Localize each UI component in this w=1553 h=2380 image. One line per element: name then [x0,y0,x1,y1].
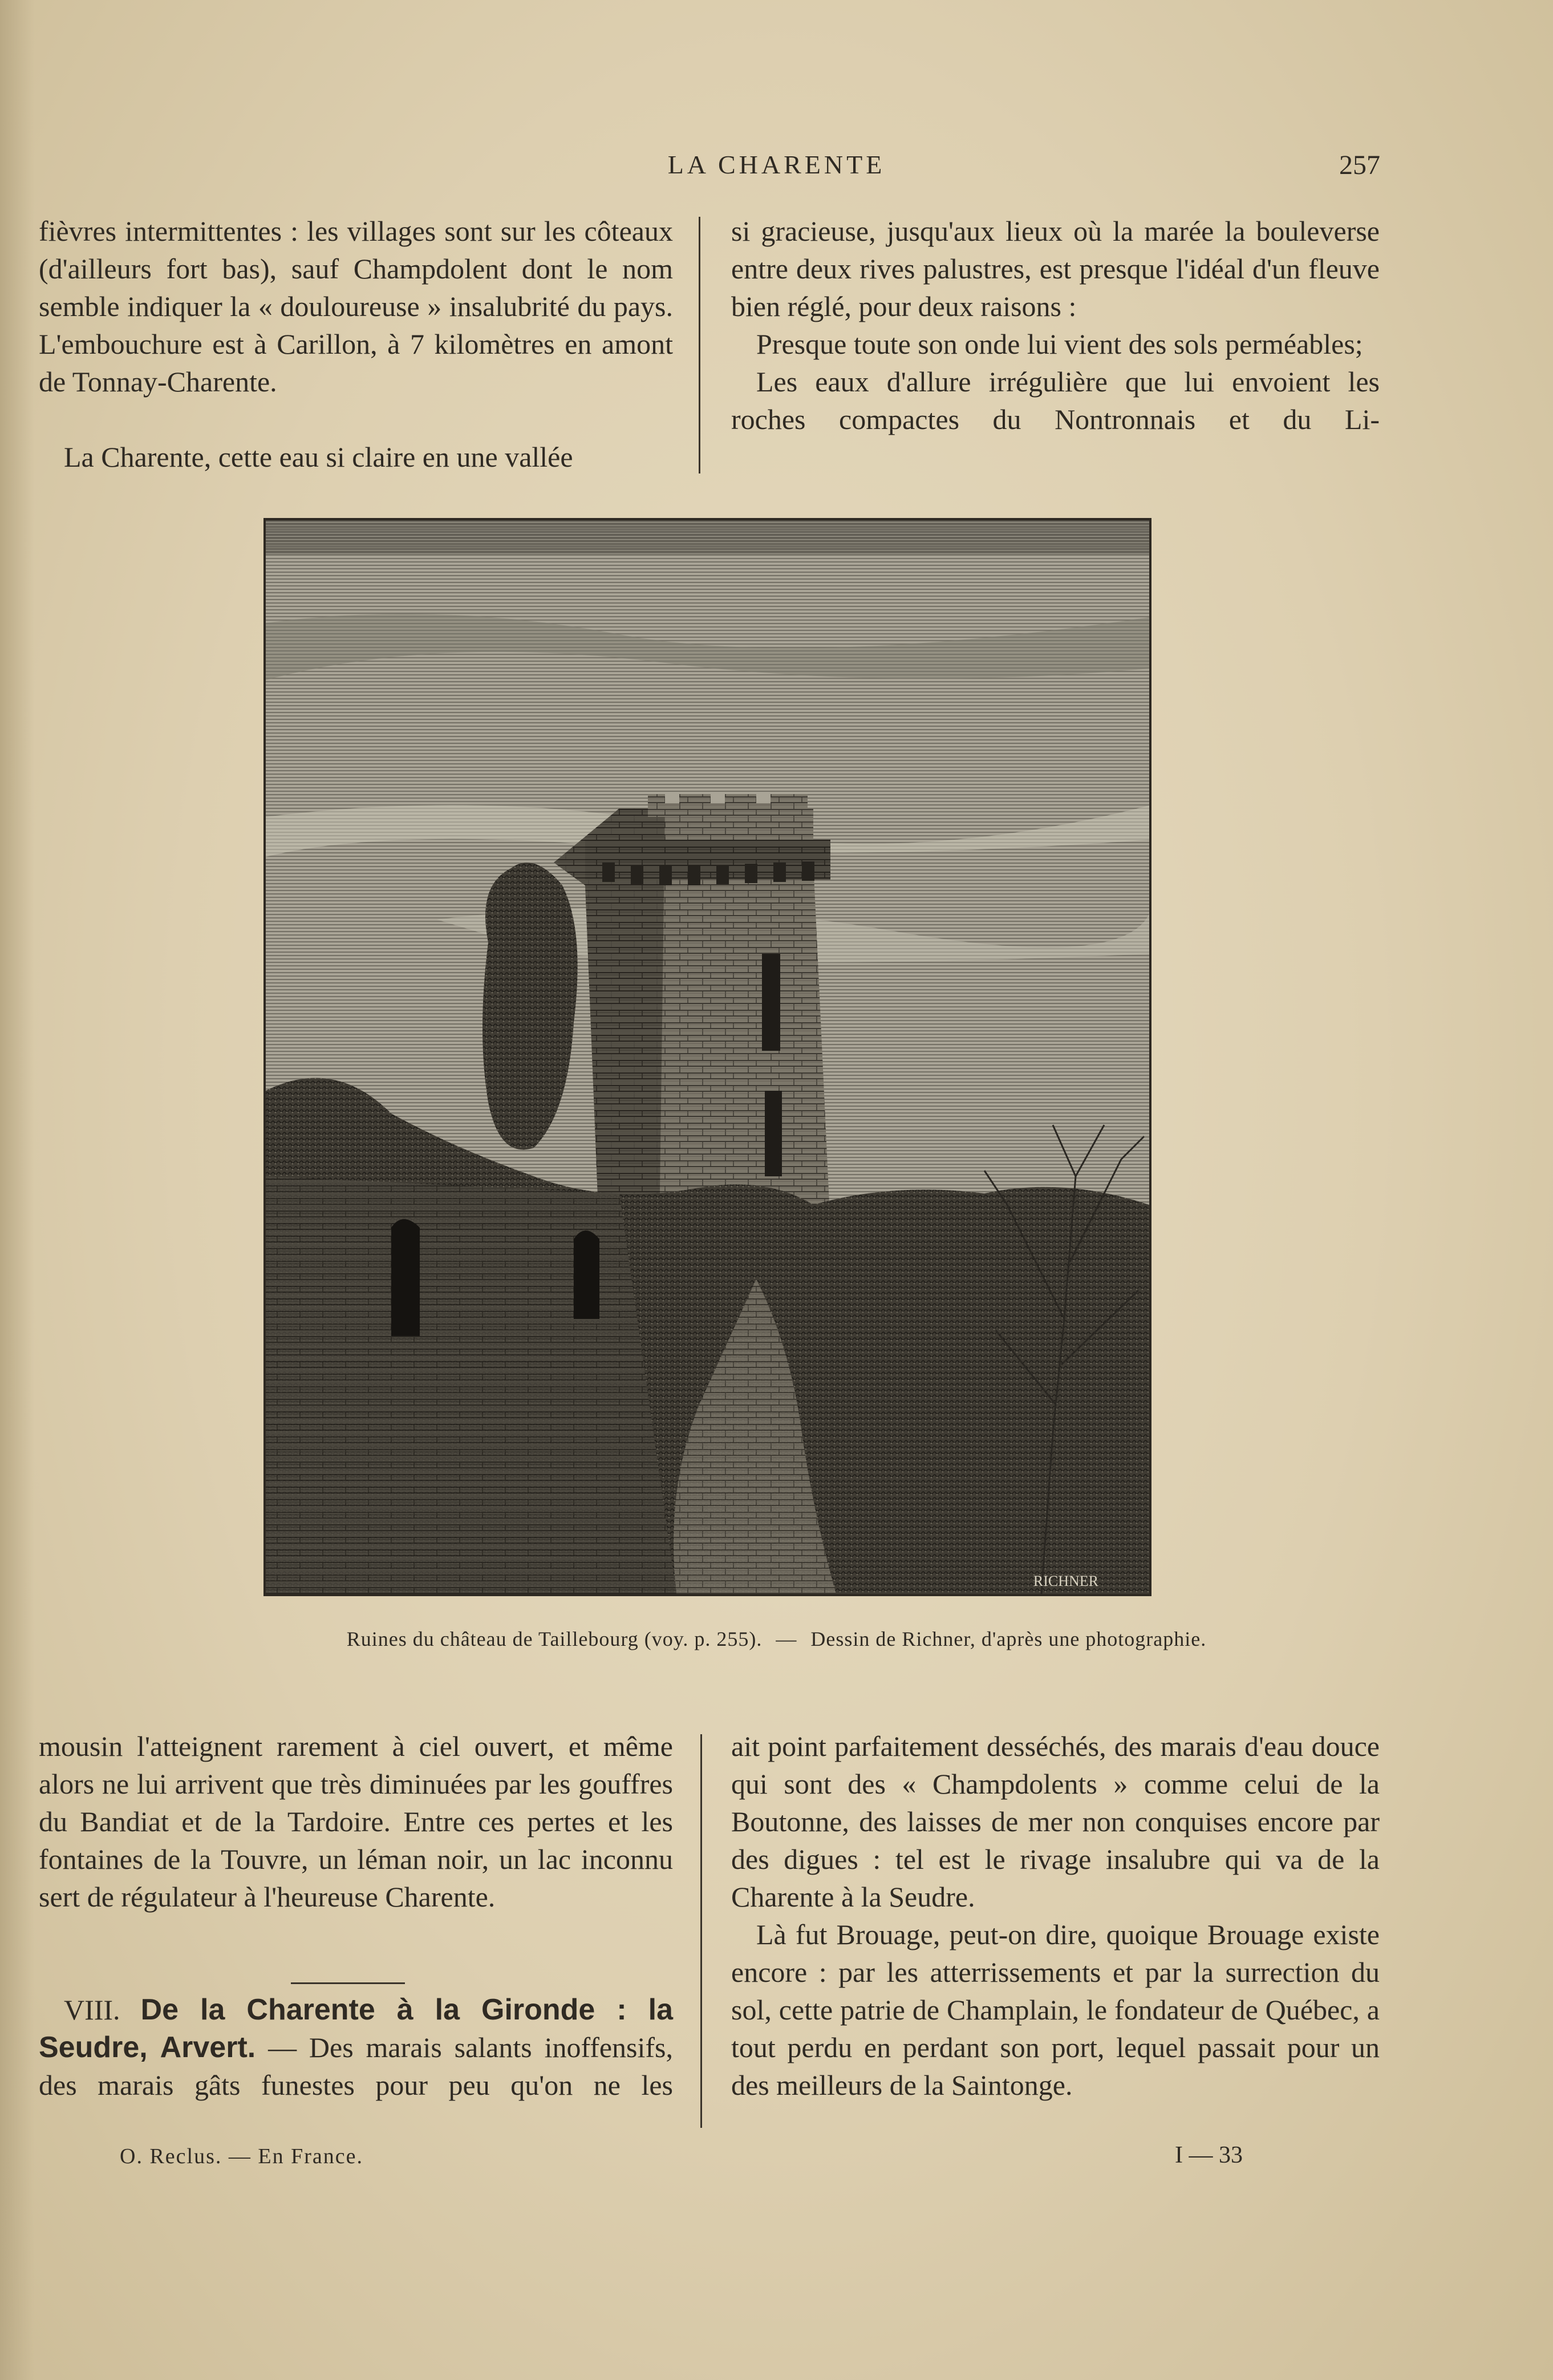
top-left-column [39,212,673,476]
section-rule [291,1982,405,1984]
paragraph: mousin l'atteignent rarement à ciel ouvert, et même alors ne lui arrivent que très diminuées par les gouffres du Bandiat et de la Tardoire. Entre ces pertes et les fontaines de la Touvre, un léman noir, un lac inconnu sert de régulateur à l'heureuse Charente. [39,1730,673,1913]
section-number: VIII. [64,1994,120,2026]
caption-separator: — [776,1628,797,1650]
section-text: Des marais salants inoffensifs, des marais gâts funestes pour peu qu'on ne les [39,2031,674,2101]
paragraph: si gracieuse, jusqu'aux lieux où la marée la bouleverse entre deux rives palustres, est presque l'idéal d'un fleuve bien réglé, pour deux raisons : [731,215,1380,322]
caption-title: Ruines du château de Taillebourg (voy. p. 255). [346,1628,763,1650]
running-header-title: LA CHARENTE [667,150,886,179]
paragraph: La Charente, cette eau si claire en une vallée [64,441,573,473]
paragraph: Là fut Brouage, peut-on dire, quoique Brouage existe encore : par les atterrissements et par la surrection du sol, cette patrie de Champlain, le fondateur de Québec, a tout perdu en perdant son port, lequel passait pour un des meilleurs de la Saintonge. [731,1918,1380,2101]
engraver-signature: RICHNER [1033,1573,1098,1589]
paragraph: Les eaux d'allure irrégulière que lui envoient les roches compactes du Nontronnais et du Li- [731,366,1380,435]
ruined-wall [266,1176,676,1594]
section-heading-paragraph [39,1991,673,2104]
arched-opening [391,1219,420,1336]
column-divider [699,217,700,473]
section-dash: — [268,2031,297,2063]
caption-credit: Dessin de Richner, d'après une photographie. [810,1628,1207,1650]
bottom-right-column [731,1727,1380,2104]
top-right-column [731,212,1380,438]
page-number: 257 [1339,150,1380,180]
engraving-castle-ruins [266,520,1149,1594]
footer-signature-mark: I — 33 [1175,2142,1243,2168]
footer-author: O. Reclus. — En France. [120,2144,363,2168]
engraving-illustration [263,518,1151,1596]
column-divider [700,1734,702,2128]
paragraph: Presque toute son onde lui vient des sols perméables; [756,328,1363,360]
paragraph: ait point parfaitement desséchés, des marais d'eau douce qui sont des « Champdolents » comme celui de la Boutonne, des laisses de mer non conquises encore par des digues : tel est le rivage insalubre qui va de la Charente à la Seudre. [731,1730,1380,1913]
book-spine-shadow [0,0,34,2380]
bottom-left-column [39,1727,673,2104]
figure-caption [0,1627,1553,1651]
paragraph: fièvres intermittentes : les villages sont sur les côteaux (d'ailleurs fort bas), sauf Champdolent dont le nom semble indiquer la « douloureuse » insalubrité du pays. L'embouchure est à Carillon, à 7 kilomètres en amont de Tonnay-Charente. [39,215,673,398]
section-title: De la Charente à la Gironde : la Seudre, Arvert. [39,1993,673,2064]
